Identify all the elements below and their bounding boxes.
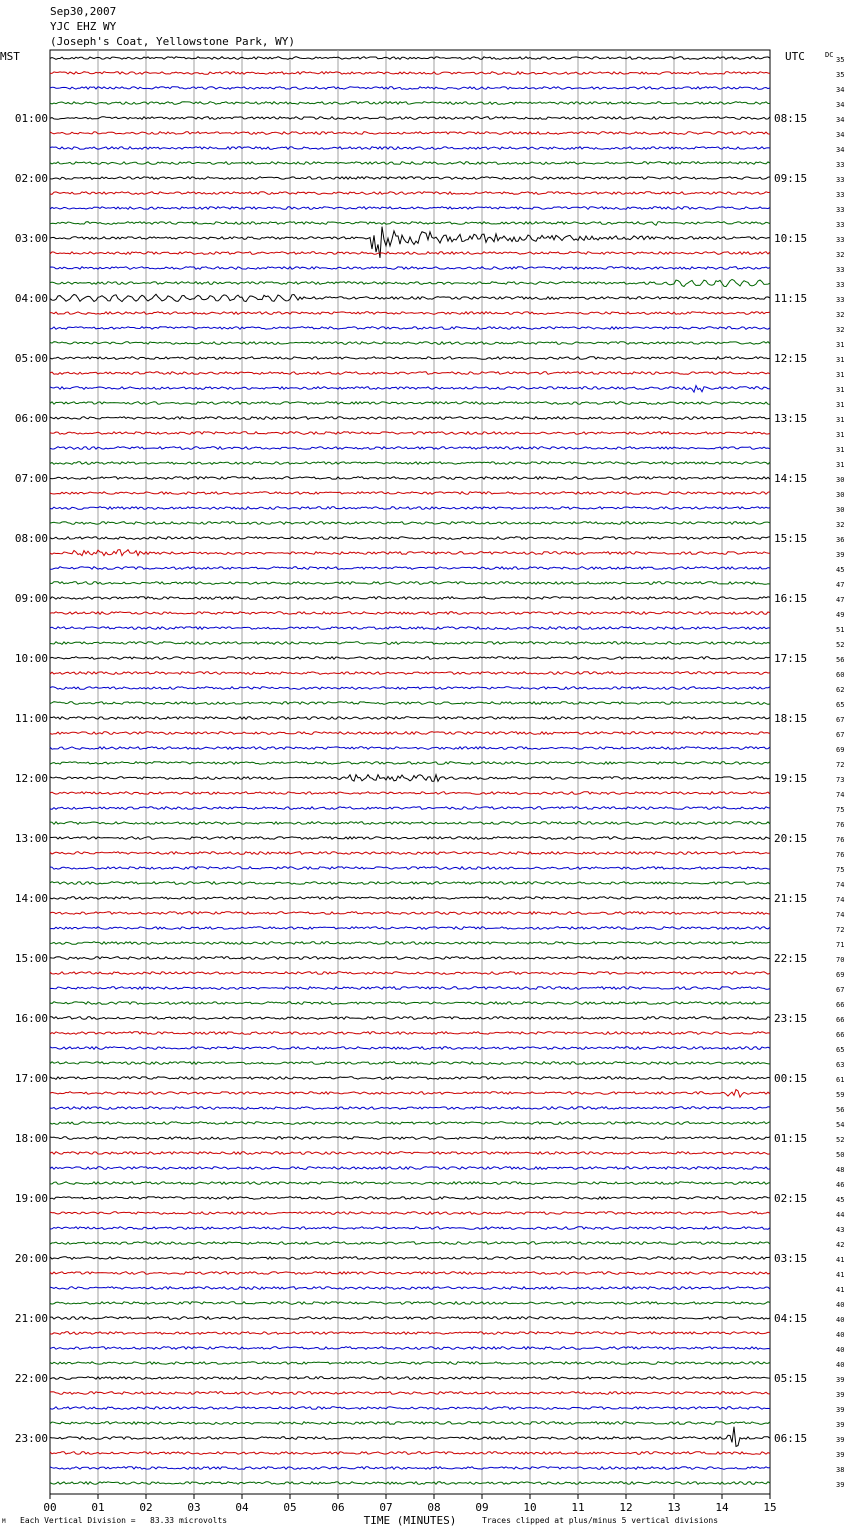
dc-offset-label: 74: [836, 911, 845, 919]
dc-offset-label: 40: [836, 1361, 845, 1369]
x-tick-label: 07: [379, 1501, 393, 1514]
dc-offset-label: 34: [836, 86, 845, 94]
seismic-trace: [50, 927, 770, 930]
dc-offset-label: 33: [836, 191, 845, 199]
seismic-trace: [50, 807, 770, 810]
dc-offset-label: 72: [836, 926, 845, 934]
seismic-trace: [50, 447, 770, 450]
utc-hour-label: 22:15: [774, 952, 808, 965]
dc-offset-label: 32: [836, 521, 845, 529]
x-tick-label: 02: [139, 1501, 153, 1514]
seismic-trace: [50, 402, 770, 405]
dc-offset-label: 56: [836, 656, 845, 664]
seismic-trace: [50, 912, 770, 915]
seismic-trace: [50, 1197, 770, 1200]
seismic-trace: [50, 207, 770, 210]
dc-offset-label: 33: [836, 281, 845, 289]
dc-offset-label: 33: [836, 176, 845, 184]
dc-offset-label: 74: [836, 881, 845, 889]
dc-offset-label: 54: [836, 1121, 845, 1129]
mst-hour-label: 04:00: [14, 292, 48, 305]
dc-offset-label: 33: [836, 206, 845, 214]
dc-offset-label: 31: [836, 371, 845, 379]
seismic-trace: [50, 1422, 770, 1425]
seismic-trace: [50, 972, 770, 975]
dc-offset-label: 59: [836, 1091, 845, 1099]
utc-hour-label: 12:15: [774, 352, 808, 365]
mst-hour-label: 16:00: [14, 1012, 48, 1025]
x-tick-label: 00: [43, 1501, 57, 1514]
utc-hour-label: 13:15: [774, 412, 808, 425]
seismic-trace: [50, 957, 770, 960]
seismic-trace: [50, 432, 770, 435]
seismic-trace: [50, 507, 770, 510]
seismic-trace: [50, 57, 770, 60]
dc-offset-label: 66: [836, 1001, 845, 1009]
seismic-trace: [50, 1482, 770, 1485]
seismic-trace: [50, 672, 770, 675]
dc-offset-label: 41: [836, 1286, 845, 1294]
dc-offset-label: 40: [836, 1316, 845, 1324]
dc-offset-label: 67: [836, 731, 845, 739]
seismic-trace: [50, 702, 770, 705]
seismic-trace: [50, 294, 770, 301]
seismic-trace: [50, 537, 770, 540]
seismic-trace: [50, 747, 770, 750]
seismic-trace: [50, 192, 770, 195]
dc-offset-label: 39: [836, 1391, 845, 1399]
utc-hour-label: 04:15: [774, 1312, 808, 1325]
dc-offset-label: 33: [836, 221, 845, 229]
utc-hour-label: 21:15: [774, 892, 808, 905]
seismic-trace: [50, 897, 770, 900]
seismic-trace: [50, 775, 770, 782]
station-code: YJC EHZ WY: [50, 20, 117, 33]
dc-offset-label: 75: [836, 806, 845, 814]
right-axis-label: UTC: [785, 50, 805, 63]
dc-offset-label: 32: [836, 251, 845, 259]
seismic-trace: [50, 1090, 770, 1098]
seismic-trace: [50, 87, 770, 90]
seismic-trace: [50, 386, 770, 393]
mst-hour-label: 21:00: [14, 1312, 48, 1325]
seismic-trace: [50, 162, 770, 165]
dc-offset-label: 33: [836, 161, 845, 169]
mst-hour-label: 06:00: [14, 412, 48, 425]
seismic-trace: [50, 822, 770, 825]
dc-offset-label: 75: [836, 866, 845, 874]
dc-offset-label: 39: [836, 1436, 845, 1444]
dc-offset-label: 39: [836, 1481, 845, 1489]
mst-hour-label: 03:00: [14, 232, 48, 245]
dc-offset-label: 31: [836, 356, 845, 364]
seismic-trace: [50, 1377, 770, 1380]
seismic-trace: [50, 1272, 770, 1275]
seismic-trace: [50, 132, 770, 135]
dc-offset-label: 74: [836, 896, 845, 904]
scale-note: Each Vertical Division = 83.33 microvolts: [20, 1516, 228, 1525]
dc-offset-label: 34: [836, 101, 845, 109]
dc-offset-label: 67: [836, 986, 845, 994]
seismic-trace: [50, 792, 770, 795]
mst-hour-label: 07:00: [14, 472, 48, 485]
x-axis-label: TIME (MINUTES): [363, 1514, 457, 1527]
mst-hour-label: 01:00: [14, 112, 48, 125]
dc-offset-label: 51: [836, 626, 845, 634]
dc-offset-label: 42: [836, 1241, 845, 1249]
dc-offset-label: 63: [836, 1061, 845, 1069]
dc-offset-label: 34: [836, 131, 845, 139]
seismic-trace: [50, 987, 770, 990]
corner-mark: M: [2, 1518, 6, 1525]
utc-hour-label: 10:15: [774, 232, 808, 245]
seismic-trace: [50, 1257, 770, 1260]
seismic-trace: [50, 279, 770, 286]
dc-offset-label: 52: [836, 1136, 845, 1144]
dc-offset-label: 40: [836, 1346, 845, 1354]
utc-hour-label: 11:15: [774, 292, 808, 305]
seismic-trace: [50, 612, 770, 615]
seismic-trace: [50, 1212, 770, 1215]
utc-hour-label: 00:15: [774, 1072, 808, 1085]
seismic-trace: [50, 1452, 770, 1455]
dc-offset-label: 62: [836, 686, 845, 694]
dc-offset-label: 70: [836, 956, 845, 964]
dc-offset-label: 31: [836, 341, 845, 349]
seismic-trace: [50, 312, 770, 315]
mst-hour-label: 20:00: [14, 1252, 48, 1265]
mst-hour-label: 09:00: [14, 592, 48, 605]
mst-hour-label: 02:00: [14, 172, 48, 185]
dc-offset-label: 44: [836, 1211, 845, 1219]
x-tick-label: 05: [283, 1501, 297, 1514]
dc-offset-label: 45: [836, 566, 845, 574]
dc-offset-label: 34: [836, 116, 845, 124]
dc-offset-label: 39: [836, 1376, 845, 1384]
seismic-trace: [50, 642, 770, 645]
mst-hour-label: 05:00: [14, 352, 48, 365]
dc-offset-label: 39: [836, 1406, 845, 1414]
dc-offset-label: 49: [836, 611, 845, 619]
dc-offset-label: 31: [836, 431, 845, 439]
dc-offset-label: 48: [836, 1166, 845, 1174]
dc-offset-label: 31: [836, 461, 845, 469]
seismic-trace: [50, 1182, 770, 1185]
dc-offset-label: 36: [836, 536, 845, 544]
utc-hour-label: 15:15: [774, 532, 808, 545]
dc-offset-label: 67: [836, 716, 845, 724]
dc-offset-label: 74: [836, 791, 845, 799]
dc-offset-label: 61: [836, 1076, 845, 1084]
seismic-trace: [50, 1107, 770, 1110]
dc-offset-label: 31: [836, 416, 845, 424]
dc-offset-label: 33: [836, 266, 845, 274]
seismic-trace: [50, 1287, 770, 1290]
x-tick-label: 01: [91, 1501, 105, 1514]
seismic-trace: [50, 732, 770, 735]
utc-hour-label: 19:15: [774, 772, 808, 785]
dc-offset-label: 40: [836, 1331, 845, 1339]
dc-offset-label: 33: [836, 296, 845, 304]
seismic-trace: [50, 657, 770, 660]
seismic-trace: [50, 1002, 770, 1005]
x-tick-label: 15: [763, 1501, 777, 1514]
utc-hour-label: 01:15: [774, 1132, 808, 1145]
seismic-trace: [50, 357, 770, 360]
dc-offset-label: 76: [836, 851, 845, 859]
x-tick-label: 14: [715, 1501, 729, 1514]
seismic-trace: [50, 1032, 770, 1035]
dc-offset-label: 34: [836, 146, 845, 154]
dc-offset-label: 39: [836, 1451, 845, 1459]
seismic-trace: [50, 1332, 770, 1335]
mst-hour-label: 19:00: [14, 1192, 48, 1205]
seismic-trace: [50, 1077, 770, 1080]
seismic-trace: [50, 687, 770, 690]
dc-header: DC: [825, 51, 834, 59]
seismic-trace: [50, 1047, 770, 1050]
seismic-trace: [50, 477, 770, 480]
utc-hour-label: 02:15: [774, 1192, 808, 1205]
seismic-trace: [50, 1362, 770, 1365]
mst-hour-label: 23:00: [14, 1432, 48, 1445]
seismic-trace: [50, 522, 770, 525]
dc-offset-label: 73: [836, 776, 845, 784]
seismic-trace: [50, 1242, 770, 1245]
dc-offset-label: 52: [836, 641, 845, 649]
utc-hour-label: 05:15: [774, 1372, 808, 1385]
seismic-trace: [50, 852, 770, 855]
utc-hour-label: 23:15: [774, 1012, 808, 1025]
x-tick-label: 11: [571, 1501, 585, 1514]
mst-hour-label: 14:00: [14, 892, 48, 905]
seismic-trace: [50, 1317, 770, 1320]
left-axis-label: MST: [0, 50, 20, 63]
mst-hour-label: 18:00: [14, 1132, 48, 1145]
x-tick-label: 06: [331, 1501, 345, 1514]
seismic-trace: [50, 567, 770, 570]
utc-hour-label: 18:15: [774, 712, 808, 725]
dc-offset-label: 32: [836, 311, 845, 319]
x-tick-label: 12: [619, 1501, 633, 1514]
seismic-trace: [50, 1152, 770, 1155]
dc-offset-label: 69: [836, 746, 845, 754]
seismic-trace: [50, 1407, 770, 1410]
seismic-trace: [50, 762, 770, 765]
seismic-trace: [50, 1427, 770, 1447]
dc-offset-label: 30: [836, 506, 845, 514]
seismic-trace: [50, 1227, 770, 1230]
dc-offset-label: 56: [836, 1106, 845, 1114]
dc-offset-label: 40: [836, 1301, 845, 1309]
mst-hour-label: 12:00: [14, 772, 48, 785]
mst-hour-label: 08:00: [14, 532, 48, 545]
dc-offset-label: 47: [836, 596, 845, 604]
utc-hour-label: 09:15: [774, 172, 808, 185]
dc-offset-label: 66: [836, 1031, 845, 1039]
seismic-trace: [50, 1347, 770, 1350]
seismic-trace: [50, 837, 770, 840]
dc-offset-label: 38: [836, 1466, 845, 1474]
dc-offset-label: 46: [836, 1181, 845, 1189]
dc-offset-label: 76: [836, 821, 845, 829]
seismic-trace: [50, 117, 770, 120]
mst-hour-label: 13:00: [14, 832, 48, 845]
utc-hour-label: 16:15: [774, 592, 808, 605]
dc-offset-label: 35: [836, 56, 845, 64]
x-tick-label: 03: [187, 1501, 201, 1514]
dc-offset-label: 39: [836, 1421, 845, 1429]
station-location: (Joseph's Coat, Yellowstone Park, WY): [50, 35, 296, 48]
dc-offset-label: 41: [836, 1271, 845, 1279]
seismic-trace: [50, 942, 770, 945]
seismic-trace: [50, 252, 770, 255]
dc-offset-label: 31: [836, 446, 845, 454]
dc-offset-label: 30: [836, 476, 845, 484]
seismic-trace: [50, 1137, 770, 1140]
utc-hour-label: 06:15: [774, 1432, 808, 1445]
dc-offset-label: 69: [836, 971, 845, 979]
seismic-trace: [50, 177, 770, 180]
seismic-trace: [50, 1302, 770, 1305]
seismic-trace: [50, 627, 770, 630]
utc-hour-label: 20:15: [774, 832, 808, 845]
dc-offset-label: 32: [836, 326, 845, 334]
seismic-trace: [50, 882, 770, 885]
seismic-trace: [50, 417, 770, 420]
seismic-trace: [50, 1167, 770, 1170]
x-tick-label: 04: [235, 1501, 249, 1514]
dc-offset-label: 65: [836, 1046, 845, 1054]
utc-hour-label: 17:15: [774, 652, 808, 665]
dc-offset-label: 33: [836, 236, 845, 244]
mst-hour-label: 11:00: [14, 712, 48, 725]
dc-offset-label: 30: [836, 491, 845, 499]
seismic-trace: [50, 492, 770, 495]
seismic-trace: [50, 867, 770, 870]
seismic-trace: [50, 582, 770, 585]
utc-hour-label: 08:15: [774, 112, 808, 125]
dc-offset-label: 31: [836, 401, 845, 409]
mst-hour-label: 22:00: [14, 1372, 48, 1385]
utc-hour-label: 03:15: [774, 1252, 808, 1265]
seismic-trace: [50, 102, 770, 105]
dc-offset-label: 65: [836, 701, 845, 709]
mst-hour-label: 15:00: [14, 952, 48, 965]
seismic-trace: [50, 72, 770, 75]
seismic-trace: [50, 147, 770, 150]
seismic-trace: [50, 550, 770, 556]
seismic-trace: [50, 1467, 770, 1470]
seismic-trace: [50, 267, 770, 270]
seismic-trace: [50, 1392, 770, 1395]
mst-hour-label: 10:00: [14, 652, 48, 665]
dc-offset-label: 66: [836, 1016, 845, 1024]
seismic-trace: [50, 372, 770, 375]
dc-offset-label: 76: [836, 836, 845, 844]
dc-offset-label: 45: [836, 1196, 845, 1204]
seismic-trace: [50, 342, 770, 345]
clip-note: Traces clipped at plus/minus 5 vertical divisions: [482, 1516, 719, 1525]
seismic-trace: [50, 222, 770, 226]
x-tick-label: 09: [475, 1501, 489, 1514]
seismic-trace: [50, 717, 770, 720]
dc-offset-label: 72: [836, 761, 845, 769]
seismic-trace: [50, 1062, 770, 1065]
dc-offset-label: 60: [836, 671, 845, 679]
seismic-trace: [50, 327, 770, 330]
chart-date: Sep30,2007: [50, 5, 117, 18]
dc-offset-label: 39: [836, 551, 845, 559]
dc-offset-label: 35: [836, 71, 845, 79]
seismic-trace: [50, 462, 770, 465]
dc-offset-label: 47: [836, 581, 845, 589]
dc-offset-label: 71: [836, 941, 845, 949]
x-tick-label: 10: [523, 1501, 537, 1514]
dc-offset-label: 31: [836, 386, 845, 394]
mst-hour-label: 17:00: [14, 1072, 48, 1085]
x-tick-label: 13: [667, 1501, 681, 1514]
seismic-trace: [50, 597, 770, 600]
utc-hour-label: 14:15: [774, 472, 808, 485]
seismic-trace: [50, 1017, 770, 1020]
dc-offset-label: 41: [836, 1256, 845, 1264]
dc-offset-label: 43: [836, 1226, 845, 1234]
dc-offset-label: 50: [836, 1151, 845, 1159]
seismic-trace: [50, 1122, 770, 1125]
x-tick-label: 08: [427, 1501, 441, 1514]
